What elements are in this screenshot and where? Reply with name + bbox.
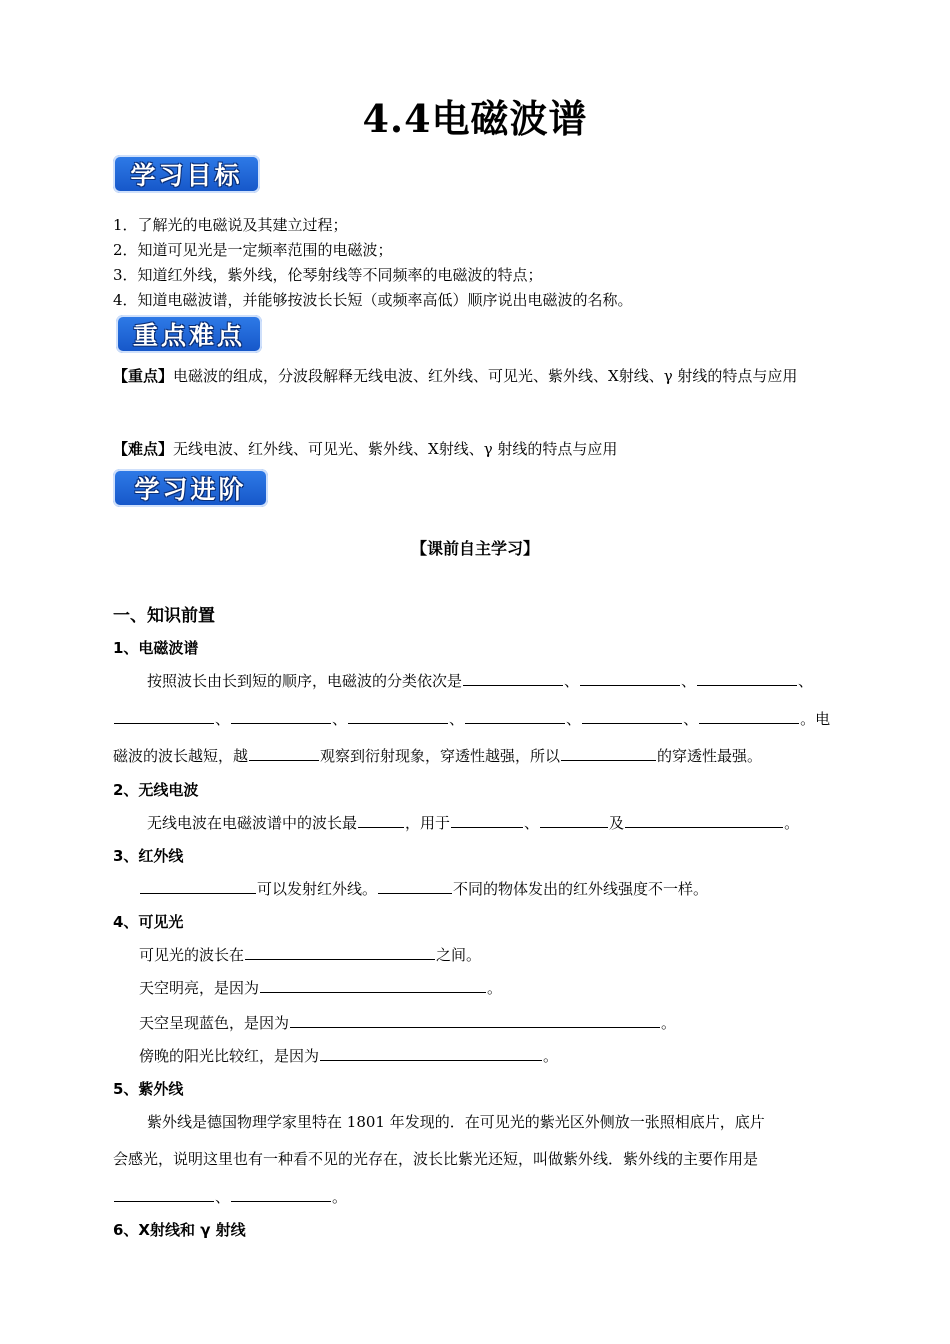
radio-text-4: 及: [609, 814, 625, 832]
key-point-paragraph: [113, 358, 838, 395]
infrared-text-1: 可以发射红外线。: [257, 880, 378, 898]
blank[interactable]: [245, 944, 435, 960]
radio-text-5: 。: [784, 814, 800, 832]
visible-line-3: [139, 1012, 676, 1033]
blank[interactable]: [625, 812, 783, 828]
blank[interactable]: [451, 812, 523, 828]
visible-text-3: 天空明亮，是因为: [139, 979, 260, 997]
heading-xray-gamma: 6、X射线和 γ 射线: [113, 1221, 246, 1239]
blank[interactable]: [561, 745, 656, 761]
sep: 、: [683, 710, 699, 728]
blank[interactable]: [249, 745, 319, 761]
visible-text-2: 之间。: [436, 946, 482, 964]
difficulty-label: 【难点】: [113, 440, 174, 458]
infrared-text-2: 不同的物体发出的红外线强度不一样。: [453, 880, 709, 898]
sep: 、: [798, 672, 814, 690]
blank[interactable]: [140, 878, 256, 894]
key-point-label: 【重点】: [113, 367, 174, 385]
banner-key-points: [116, 315, 262, 353]
objective-2: 2．知道可见光是一定频率范围的电磁波；: [113, 241, 393, 259]
blank[interactable]: [697, 670, 797, 686]
blank[interactable]: [290, 1012, 660, 1028]
blank[interactable]: [231, 1186, 331, 1202]
sep: 、: [332, 710, 348, 728]
visible-line-1: [139, 944, 481, 965]
spectrum-text-5: 观察到衍射现象，穿透性越强，所以: [320, 747, 561, 765]
uv-line-1: 紫外线是德国物理学家里特在 1801 年发现的．在可见光的紫光区外侧放一张照相底片，底片: [147, 1113, 765, 1131]
blank[interactable]: [114, 708, 214, 724]
spectrum-line-3: [113, 745, 762, 766]
visible-text-1: 可见光的波长在: [139, 946, 245, 964]
blank[interactable]: [358, 812, 404, 828]
visible-line-2: [139, 977, 502, 998]
sep: 、: [681, 672, 697, 690]
radio-text-2: ，用于: [405, 814, 451, 832]
sep: 、: [566, 710, 582, 728]
page-title: 4.4电磁波谱: [362, 96, 588, 141]
difficulty-text: 无线电波、红外线、可见光、紫外线、X射线、γ 射线的特点与应用: [173, 440, 618, 458]
blank[interactable]: [580, 670, 680, 686]
heading-ultraviolet: 5、紫外线: [113, 1080, 184, 1098]
heading-radio: 2、无线电波: [113, 781, 199, 799]
heading-visible: 4、可见光: [113, 913, 184, 931]
radio-text-3: 、: [524, 814, 540, 832]
sep: 、: [215, 710, 231, 728]
blank[interactable]: [540, 812, 608, 828]
spectrum-line-2: [113, 708, 830, 729]
section-heading: 一、知识前置: [113, 606, 215, 626]
spectrum-text-1: 按照波长由长到短的顺序，电磁波的分类依次是: [147, 672, 463, 690]
pre-class-heading: 【课前自主学习】: [410, 539, 539, 558]
heading-spectrum: 1、电磁波谱: [113, 639, 199, 657]
radio-text-1: 无线电波在电磁波谱中的波长最: [147, 814, 358, 832]
radio-line: [147, 812, 799, 833]
objective-4: 4．知道电磁波谱，并能够按波长长短（或频率高低）顺序说出电磁波的名称。: [113, 291, 633, 309]
blank[interactable]: [320, 1045, 542, 1061]
blank[interactable]: [114, 1186, 214, 1202]
sep: 、: [564, 672, 580, 690]
blank[interactable]: [465, 708, 565, 724]
banner-objectives: [113, 155, 260, 193]
heading-infrared: 3、红外线: [113, 847, 184, 865]
spectrum-text-6: 的穿透性最强。: [657, 747, 763, 765]
banner-advance: [113, 469, 268, 507]
uv-end: 。: [332, 1188, 348, 1206]
banner-key-points-label: 重点难点: [132, 321, 245, 350]
blank[interactable]: [699, 708, 799, 724]
spectrum-text-3: 。电: [800, 710, 831, 728]
visible-text-5: 天空呈现蓝色，是因为: [139, 1014, 290, 1032]
spectrum-line-1: [147, 670, 813, 691]
blank[interactable]: [378, 878, 452, 894]
infrared-line: [139, 878, 708, 899]
blank[interactable]: [463, 670, 563, 686]
banner-objectives-label: 学习目标: [130, 161, 243, 190]
objective-3: 3．知道红外线，紫外线，伦琴射线等不同频率的电磁波的特点；: [113, 266, 543, 284]
uv-line-2: 会感光，说明这里也有一种看不见的光存在，波长比紫光还短，叫做紫外线．紫外线的主要作用是: [113, 1150, 759, 1168]
blank[interactable]: [260, 977, 486, 993]
uv-line-3: [113, 1186, 347, 1207]
blank[interactable]: [231, 708, 331, 724]
banner-advance-label: 学习进阶: [134, 475, 247, 504]
key-point-text: 电磁波的组成，分波段解释无线电波、红外线、可见光、紫外线、X射线、γ 射线的特点与应用: [173, 367, 798, 385]
blank[interactable]: [582, 708, 682, 724]
visible-text-7: 傍晚的阳光比较红，是因为: [139, 1047, 320, 1065]
spectrum-text-4: 磁波的波长越短，越: [113, 747, 249, 765]
visible-text-4: 。: [487, 979, 503, 997]
sep: 、: [449, 710, 465, 728]
sep: 、: [215, 1188, 231, 1206]
objective-1: 1．了解光的电磁说及其建立过程；: [113, 216, 348, 234]
difficulty-paragraph: [113, 438, 617, 459]
visible-line-4: [139, 1045, 558, 1066]
visible-text-8: 。: [543, 1047, 559, 1065]
blank[interactable]: [348, 708, 448, 724]
visible-text-6: 。: [661, 1014, 677, 1032]
